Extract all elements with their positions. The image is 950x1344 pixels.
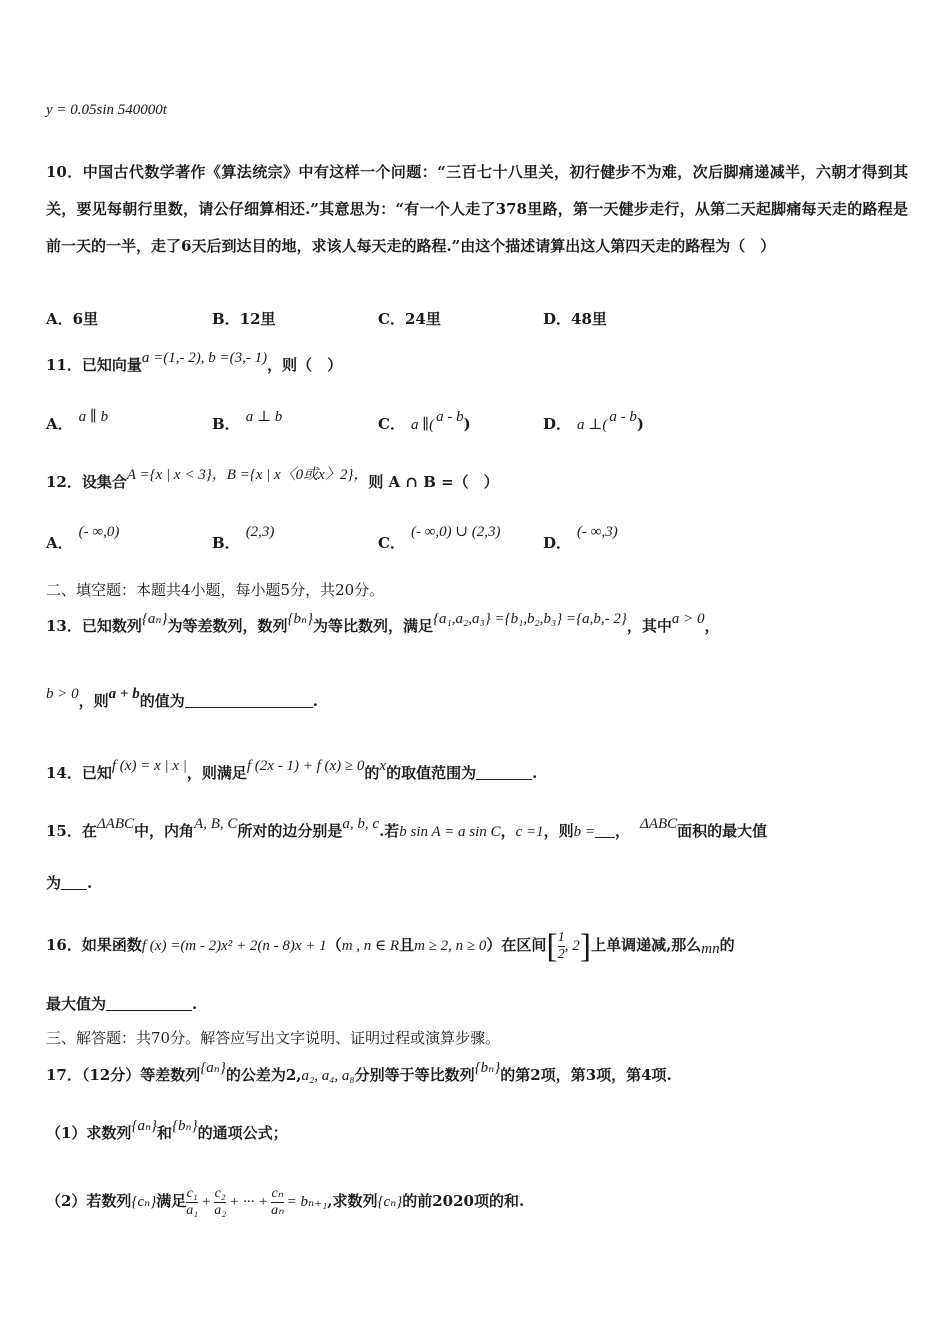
- answer-blank[interactable]: [476, 765, 532, 780]
- option-math: a ∥ b: [78, 409, 109, 425]
- fraction-denominator: aₙ: [271, 1202, 284, 1218]
- q17-terms: a₂, a₄, a₈: [301, 1068, 355, 1084]
- option-label: C．: [378, 415, 405, 433]
- q17-p2-text-d: 的前2020项的和.: [402, 1192, 525, 1210]
- q11-vectors: a =(1,- 2), b =(3,- 1): [141, 350, 268, 366]
- q17-p2-seq-c: {cₙ}: [131, 1194, 157, 1210]
- option-math-2: a - b: [609, 409, 637, 425]
- fraction-numerator: 1: [557, 929, 565, 945]
- fraction-denominator: a₁: [186, 1202, 199, 1218]
- q16-text-a: 16．如果函数: [46, 936, 142, 954]
- q13-seq-a: {aₙ}: [141, 611, 168, 627]
- q16-function: f (x) =(m - 2)x² + 2(n - 8)x + 1: [141, 938, 327, 954]
- fraction-numerator: cₙ: [271, 1185, 284, 1201]
- q15-text-e: ，: [500, 822, 516, 840]
- q10-option-d: D．48里: [543, 310, 607, 328]
- q13-text-a: 13．已知数列: [46, 617, 142, 635]
- option-math: (- ∞,0): [78, 524, 120, 540]
- q16-text-e: 上单调递减,那么: [591, 936, 702, 954]
- q15-text-b: 中，内角: [134, 822, 195, 840]
- q12-prefix: 12．设集合: [46, 473, 127, 491]
- option-tail: ): [636, 415, 644, 433]
- q17-p1-text-a: （1）求数列: [46, 1124, 132, 1142]
- option-label: D．: [543, 534, 572, 552]
- question-11: [46, 350, 343, 375]
- q17-rhs: = bₙ₊₁: [286, 1194, 328, 1210]
- q17-p1-seq-a: {aₙ}: [131, 1118, 158, 1134]
- q12-option-a: [46, 524, 120, 553]
- question-14: [46, 758, 538, 783]
- q13-text-d: ，其中: [626, 617, 672, 635]
- q13-cond-a: a > 0: [671, 611, 705, 627]
- q16-text-f: 的: [719, 936, 735, 954]
- q11-option-d: [543, 409, 644, 434]
- q15-text-h: 面积的最大值: [677, 822, 768, 840]
- q15-c-value: c =1: [515, 824, 544, 840]
- answer-blank[interactable]: [106, 996, 192, 1011]
- q15-sides: a, b, c: [342, 816, 380, 832]
- fraction-c1-a1: [186, 1186, 198, 1219]
- q12-suffix: 则 A ∩ B =（ ）: [368, 473, 499, 491]
- q17-p1-seq-b: {bₙ}: [172, 1118, 198, 1134]
- q15-text-f: ，则: [543, 822, 574, 840]
- q13-cond-b: b > 0: [46, 686, 79, 702]
- q14-function: f (x) = x | x |: [111, 758, 187, 774]
- q10-option-a: A．6里: [46, 310, 99, 328]
- formula-y: [46, 100, 167, 119]
- fraction-numerator: c₁: [186, 1185, 198, 1201]
- q17-p2-text-c: ,求数列: [327, 1192, 378, 1210]
- q17-p2-text-b: 满足: [156, 1192, 187, 1210]
- fraction-cn-an: [271, 1186, 284, 1219]
- option-math: a ⊥(: [577, 417, 608, 433]
- q11-prefix: 11．已知向量: [46, 356, 142, 374]
- left-bracket: [: [546, 928, 558, 965]
- question-12: [46, 467, 499, 492]
- section-2-heading: 二、填空题：本题共4小题，每小题5分，共20分。: [46, 581, 385, 599]
- q17-seq-b: {bₙ}: [474, 1060, 501, 1076]
- section-3-heading: 三、解答题：共70分。解答应写出文字说明、证明过程或演算步骤。: [46, 1029, 501, 1047]
- q16-condition: m ≥ 2, n ≥ 0: [414, 938, 487, 954]
- q17-text-b: 的公差为2,: [225, 1066, 302, 1084]
- q14-var: x: [379, 758, 387, 774]
- q15-angles: A, B, C: [194, 816, 238, 832]
- q17-part-1: [46, 1118, 288, 1143]
- q15-equation: b sin A = a sin C: [399, 824, 501, 840]
- q17-p2-seq-c2: {cₙ}: [377, 1194, 403, 1210]
- question-10: [46, 154, 908, 265]
- q16-text-l2: 最大值为: [46, 995, 107, 1013]
- q17-p2-text-a: （2）若数列: [46, 1192, 132, 1210]
- question-13-line-1: [46, 611, 720, 636]
- question-16-line-1: [46, 928, 735, 966]
- q14-text-d: 的取值范围为: [386, 764, 477, 782]
- q15-text-d: .若: [379, 822, 400, 840]
- q16-domain: m , n ∈ R: [341, 938, 400, 954]
- q13-text-e: ，: [704, 617, 720, 635]
- question-13-line-2: [46, 686, 318, 711]
- option-label: A．: [46, 415, 73, 433]
- fraction-c2-a2: [214, 1186, 226, 1219]
- q14-text-c: 的: [364, 764, 380, 782]
- q16-text-b: （: [326, 936, 342, 954]
- q12-option-c: [378, 524, 501, 553]
- q13-sets: {a₁,a₂,a₃} ={b₁,b₂,b₃} ={a,b,- 2}: [433, 611, 627, 627]
- q15-text-a: 15．在: [46, 822, 97, 840]
- q16-text-c: 且: [399, 936, 415, 954]
- option-label: D．: [543, 415, 572, 433]
- q12-sets: A ={x | x < 3}，B ={x | x〈0或x〉2}，: [126, 467, 369, 483]
- q11-option-c: [378, 409, 471, 434]
- right-bracket: ]: [579, 928, 592, 965]
- question-16-line-2: [46, 993, 197, 1014]
- q15-b-eq: b =: [573, 824, 595, 840]
- option-label: A．: [46, 534, 73, 552]
- option-label: C．: [378, 534, 405, 552]
- option-math-2: a - b: [436, 409, 464, 425]
- q13-text-c: 为等比数列，满足: [313, 617, 434, 635]
- q16-fraction: [558, 930, 565, 963]
- fraction-numerator: c₂: [214, 1185, 226, 1201]
- q12-option-d: [543, 524, 618, 553]
- option-math: a ∥(: [410, 417, 435, 433]
- q13-text-b: 为等差数列，数列: [167, 617, 288, 635]
- q17-text-d: 的第2项，第3项，第4项.: [500, 1066, 672, 1084]
- q11-suffix: ，则（ ）: [267, 356, 343, 374]
- q13-text-f: ，则: [78, 692, 109, 710]
- option-label: B．: [212, 534, 240, 552]
- answer-blank[interactable]: [185, 693, 313, 708]
- answer-blank[interactable]: [595, 823, 615, 838]
- q10-option-b: B．12里: [212, 310, 276, 328]
- q15-triangle: ΔABC: [96, 816, 135, 832]
- question-10-text: 10．中国古代数学著作《算法统宗》中有这样一个问题：“三百七十八里关，初行健步不为难，次后脚痛递减半，六朝才得到其关，要见每朝行里数，请公仔细算相还.”其意思为：“有一个人走了378里路，第一天健步走行，从第二天起脚痛每天走的路程是前一天的一半，走了6天后到达目的地，求该人每天走的路程.”由这个描述请算出这人第四天走的路程为（ ）: [46, 163, 908, 255]
- q17-dots: + ··· +: [229, 1194, 269, 1210]
- q16-text-d: ）在区间: [486, 936, 547, 954]
- formula-text: y = 0.05sin 540000t: [46, 102, 167, 118]
- q17-p1-text-c: 的通项公式；: [197, 1124, 288, 1142]
- option-label: B．: [212, 415, 240, 433]
- q15-text-l2: 为: [46, 874, 62, 892]
- option-math: (- ∞,0) ∪ (2,3): [410, 524, 501, 540]
- q15-text-c: 所对的边分别是: [237, 822, 343, 840]
- q15-end: .: [87, 874, 93, 892]
- fraction-denominator: a₂: [214, 1202, 227, 1218]
- q16-mn: mn: [701, 941, 720, 957]
- q11-option-b: [212, 409, 283, 434]
- option-math: (- ∞,3): [577, 524, 618, 540]
- fraction-denominator: 2: [557, 946, 565, 962]
- q14-text-b: ，则满足: [186, 764, 247, 782]
- q13-text-g: 的值为: [139, 692, 185, 710]
- q14-inequality: f (2x - 1) + f (x) ≥ 0: [246, 758, 365, 774]
- q16-end: .: [192, 995, 198, 1013]
- q13-end: .: [312, 692, 318, 710]
- q17-text-a: 17．（12分）等差数列: [46, 1066, 201, 1084]
- q16-interval-end: , 2: [564, 938, 580, 954]
- q12-option-b: [212, 524, 275, 553]
- q17-p1-text-b: 和: [157, 1124, 173, 1142]
- q11-option-a: [46, 409, 109, 434]
- q17-part-2: （2）若数列{cₙ}满足 $\frac{\text{c₁}}{\text{a₁}}$ + $\frac{\text{c₂}}{\text{a₂}}$ + ··· + $\frac{\text{cₙ}}{\text{aₙ}}$ = bₙ₊₁,求数列{cₙ}的前2020项的和.: [46, 1185, 525, 1218]
- q14-text-a: 14．已知: [46, 764, 112, 782]
- q14-end: .: [532, 764, 538, 782]
- question-15-line-1: [46, 816, 768, 841]
- question-17: [46, 1060, 672, 1085]
- q10-option-c: C．24里: [378, 310, 441, 328]
- q17-seq-a: {aₙ}: [200, 1060, 226, 1076]
- q15-text-g: ，: [615, 822, 631, 840]
- q17-text-c: 分别等于等比数列: [354, 1066, 475, 1084]
- question-15-line-2: [46, 872, 92, 893]
- answer-blank[interactable]: [61, 875, 87, 890]
- option-tail: ): [463, 415, 471, 433]
- option-math: (2,3): [245, 524, 275, 540]
- option-math: a ⊥ b: [245, 409, 283, 425]
- q15-triangle-2: ΔABC: [640, 816, 678, 832]
- q13-sum: a + b: [108, 686, 140, 702]
- q13-seq-b: {bₙ}: [287, 611, 314, 627]
